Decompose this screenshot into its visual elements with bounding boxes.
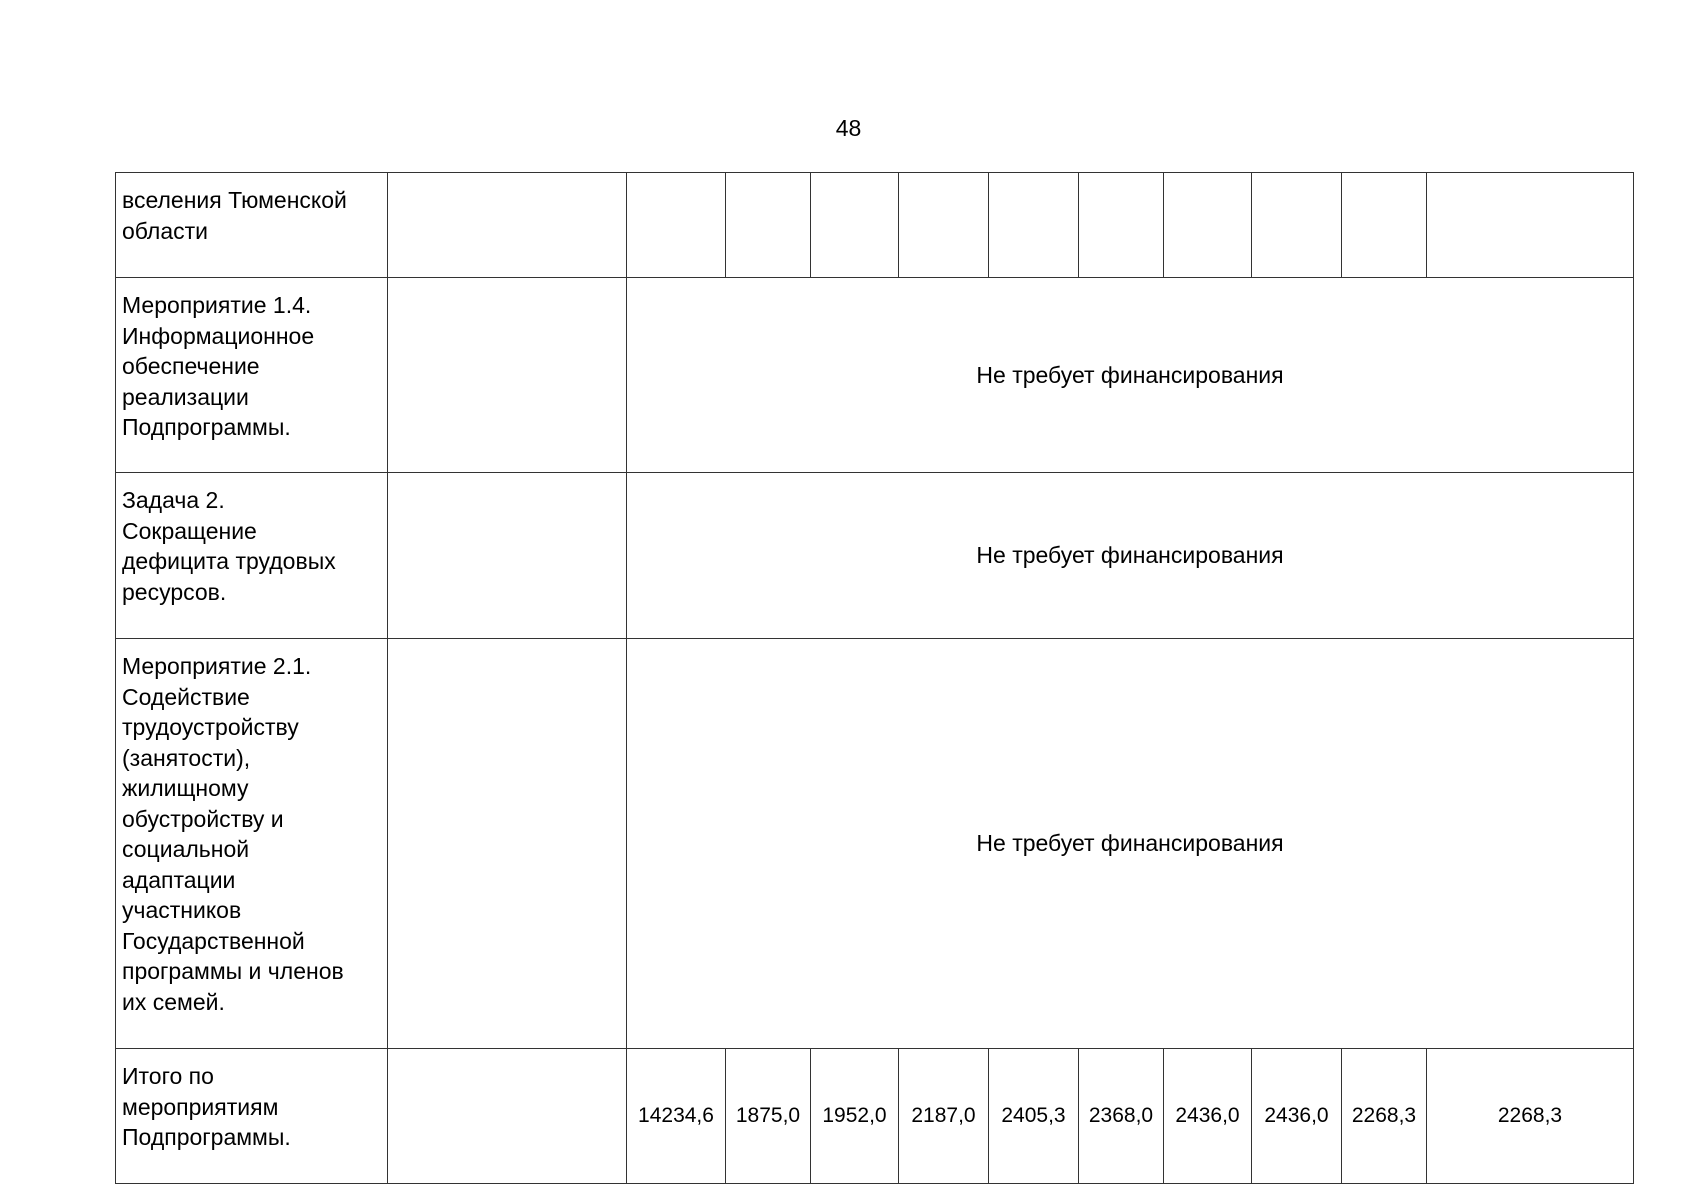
label-line: ресурсов. bbox=[122, 578, 227, 605]
label-line: области bbox=[122, 217, 209, 244]
empty-cell bbox=[1079, 173, 1164, 278]
total-value-cell: 1875,0 bbox=[726, 1049, 811, 1184]
total-value-cell: 2405,3 bbox=[989, 1049, 1079, 1184]
label-line: Мероприятие 1.4. bbox=[122, 292, 312, 318]
total-value-cell: 14234,6 bbox=[627, 1049, 726, 1184]
empty-cell bbox=[1252, 173, 1342, 278]
empty-cell bbox=[899, 173, 989, 278]
empty-cell bbox=[1427, 173, 1634, 278]
empty-cell bbox=[726, 173, 811, 278]
empty-cell bbox=[388, 639, 627, 1049]
label-line: Сокращение bbox=[122, 517, 257, 544]
total-value-cell: 2187,0 bbox=[899, 1049, 989, 1184]
label-line: участников bbox=[122, 897, 242, 923]
label-line: их семей. bbox=[122, 988, 225, 1015]
total-value-cell: 2268,3 bbox=[1342, 1049, 1427, 1184]
financing-table bbox=[115, 172, 1634, 1184]
label-line: Информационное bbox=[122, 322, 315, 349]
label-line: обеспечение bbox=[122, 353, 260, 379]
row-label bbox=[116, 473, 388, 639]
total-value-cell: 1952,0 bbox=[811, 1049, 899, 1184]
table-row-measure-1-4 bbox=[116, 278, 1634, 473]
empty-cell bbox=[811, 173, 899, 278]
label-line: вселения Тюменской bbox=[122, 187, 347, 213]
label-line: Содействие bbox=[122, 683, 250, 710]
empty-cell bbox=[1342, 173, 1427, 278]
label-line: трудоустройству bbox=[122, 714, 299, 740]
empty-cell bbox=[989, 173, 1079, 278]
label-line: жилищному bbox=[122, 775, 249, 801]
total-value-cell: 2368,0 bbox=[1079, 1049, 1164, 1184]
total-value-cell: 2268,3 bbox=[1427, 1049, 1634, 1184]
empty-cell bbox=[388, 473, 627, 639]
label-line: Задача 2. bbox=[122, 487, 225, 513]
page-number: 48 bbox=[835, 115, 862, 141]
label-line: программы и членов bbox=[122, 958, 344, 984]
label-line: дефицита трудовых bbox=[122, 548, 336, 574]
empty-cell bbox=[388, 278, 627, 473]
label-line: (занятости), bbox=[122, 744, 251, 771]
label-line: Подпрограммы. bbox=[122, 414, 291, 440]
label-line: Подпрограммы. bbox=[122, 1124, 291, 1150]
table-row-measure-2-1 bbox=[116, 639, 1634, 1049]
table-row-task-2 bbox=[116, 473, 1634, 639]
row-label bbox=[116, 278, 388, 473]
label-line: мероприятиям bbox=[122, 1093, 279, 1120]
total-value-cell: 2436,0 bbox=[1164, 1049, 1252, 1184]
total-value-cell: 2436,0 bbox=[1252, 1049, 1342, 1184]
empty-cell bbox=[388, 173, 627, 278]
label-line: социальной bbox=[122, 836, 250, 862]
row-label bbox=[116, 1049, 388, 1184]
empty-cell bbox=[1164, 173, 1252, 278]
empty-cell bbox=[627, 173, 726, 278]
label-line: Итого по bbox=[122, 1063, 214, 1089]
empty-cell bbox=[388, 1049, 627, 1184]
label-line: адаптации bbox=[122, 866, 236, 893]
no-financing-note: Не требует финансирования bbox=[627, 639, 1634, 1049]
table-row-total bbox=[116, 1049, 1634, 1184]
label-line: Мероприятие 2.1. bbox=[122, 653, 312, 679]
label-line: обустройству и bbox=[122, 805, 284, 832]
label-line: реализации bbox=[122, 383, 249, 410]
table-row-resettlement bbox=[116, 173, 1634, 278]
row-label bbox=[116, 173, 388, 278]
label-line: Государственной bbox=[122, 927, 305, 954]
no-financing-note: Не требует финансирования bbox=[627, 278, 1634, 473]
row-label bbox=[116, 639, 388, 1049]
no-financing-note: Не требует финансирования bbox=[627, 473, 1634, 639]
